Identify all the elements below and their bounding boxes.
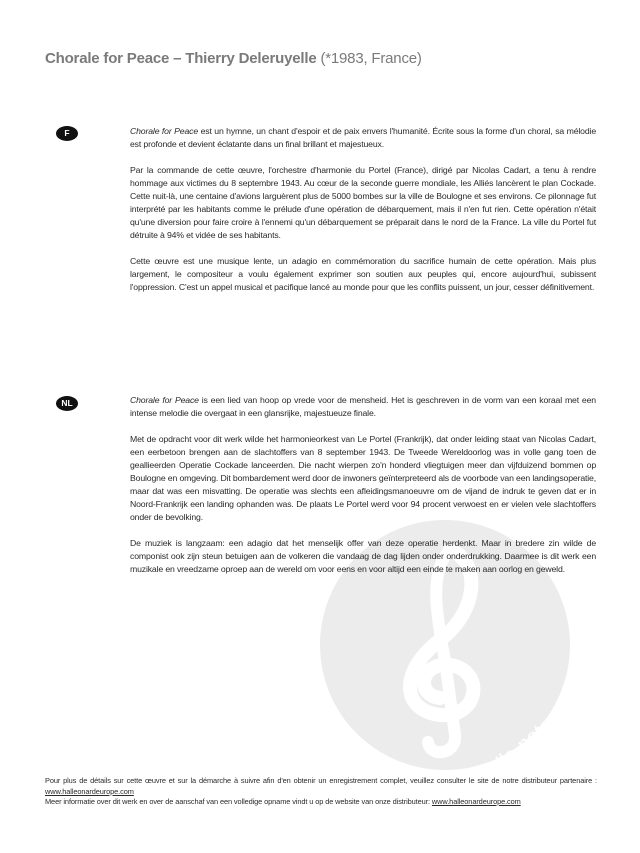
lang-badge-fr: F xyxy=(56,126,78,141)
paragraph-text: is een lied van hoop op vrede voor de mensheid. Het is geschreven in de vorm van een koraal met een intense melodie die overgaat in een glansrijke, majestueuze finale. xyxy=(130,395,596,418)
distributor-link-nl[interactable]: www.halleonardeurope.com xyxy=(431,797,521,806)
distributor-link-fr[interactable]: www.halleonardeurope.com xyxy=(45,786,134,796)
lang-badge-nl: NL xyxy=(56,396,78,411)
title-text: Chorale for Peace – Thierry Deleruyelle xyxy=(45,50,317,67)
paragraph: De muziek is langzaam: een adagio dat het menselijk offer van deze operatie herdenkt. Maar in bredere zin wilde de componist ook zijn steun betuigen aan de volkeren die vandaag de dag lijden onder onderdrukking. Daarmee is dit werk een muzikale en vreedzame oproep aan de wereld om voor eens en voor altijd een einde te maken aan oorlog en geweld. xyxy=(130,538,596,574)
paragraph: Par la commande de cette œuvre, l'orchestre d'harmonie du Portel (France), dirigé par Nicolas Cadart, a tenu à rendre hommage aux victimes du 8 septembre 1943. Au cœur de la seconde guerre mondiale, les Alliés lancèrent le plan Cockade. Cette nuit-là, une centaine d'avions larguèrent plus de 5000 bombes sur la ville de Boulogne et ses environs. Ce pilonnage fut interprété par les habitants comme le prélude d'une opération de débarquement, mais il n'en fut rien. Cette opération n'était qu'une diversion pour faire croire à l'ennemi qu'un débarquement se préparait dans le nord de la France. La ville du Portel fut détruite à 94% et vidée de ses habitants. xyxy=(130,165,596,240)
watermark-text: alle-noten.de xyxy=(484,688,587,781)
footer xyxy=(45,776,597,808)
paragraph xyxy=(130,125,596,151)
paragraph: Met de opdracht voor dit werk wilde het harmonieorkest van Le Portel (Frankrijk), dat onder leiding staat van Nicolas Cadart, een eerbetoon brengen aan de slachtoffers van 8 september 1943. De Tweede Wereldoorlog was in volle gang toen de geallieerden Operatie Cockade lanceerden. Die nacht wierpen zo'n honderd vliegtuigen meer dan vijfduizend bommen op Boulogne en omgeving. Dit bombardement werd door de inwoners geïnterpreteerd als de voorbode van een landingsoperatie, maar dat was een misvatting. De operatie was slechts een afleidingsmanoeuvre om de vijand de indruk te geven dat er in Noord-Frankrijk een landing ophanden was. De plaats Le Portel werd voor 94 procent verwoest en er vielen vele slachtoffers onder de bevolking. xyxy=(130,434,596,522)
footer-fr-text: Pour plus de détails sur cette œuvre et sur la démarche à suivre afin d'en obtenir un enregistrement complet, veuillez consulter le site de notre distributeur partenaire : xyxy=(45,776,597,785)
section-french xyxy=(130,125,596,307)
footer-nl-text: Meer informatie over dit werk en over de aanschaf van een volledige opname vindt u op de website van onze distributeur: xyxy=(45,797,432,806)
paragraph-text: est un hymne, un chant d'espoir et de paix envers l'humanité. Écrite sous la forme d'un choral, sa mélodie est profonde et devient éclatante dans un final brillant et majestueux. xyxy=(130,126,596,149)
composer-year-country: (*1983, France) xyxy=(320,50,422,67)
footer-fr xyxy=(45,776,597,797)
paragraph: Cette œuvre est une musique lente, un adagio en commémoration du sacrifice humain de cette opération. Mais plus largement, le compositeur a voulu également exprimer son soutien aux peuples qui, encore aujourd'hui, subissent l'oppression. C'est un appel musical et pacifique lancé au monde pour que les conflits puissent, un jour, cesser définitivement. xyxy=(130,256,596,292)
paragraph xyxy=(130,394,596,420)
page-title xyxy=(45,50,422,67)
work-title: Chorale for Peace xyxy=(130,126,199,136)
work-title: Chorale for Peace xyxy=(130,395,199,405)
section-dutch xyxy=(130,394,596,589)
footer-nl xyxy=(45,797,597,808)
